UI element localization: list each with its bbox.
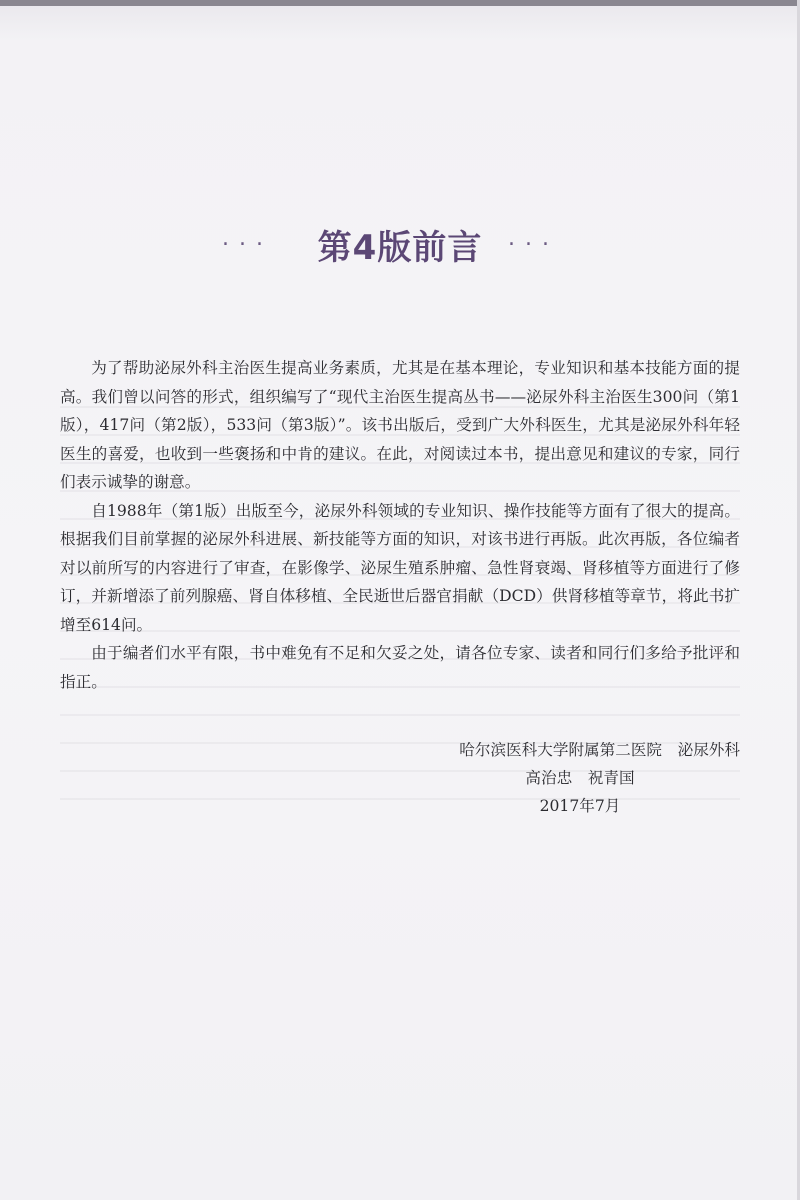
page-top-edge: [0, 0, 800, 6]
paragraph-3: 由于编者们水平有限，书中难免有不足和欠妥之处，请各位专家、读者和同行们多给予批评和指正。: [60, 644, 740, 691]
signature-date: 2017年7月: [539, 797, 621, 815]
paragraph-2: 自1988年（第1版）出版至今，泌尿外科领域的专业知识、操作技能等方面有了很大的提高。根据我们目前掌握的泌尿外科进展、新技能等方面的知识，对该书进行再版。此次再版，各位编者对以前所写的内容进行了审查，在影像学、泌尿生殖系肿瘤、急性肾衰竭、肾移植等方面进行了修订，并新增添了前列腺癌、肾自体移植、全民逝世后器官捐献（DCD）供肾移植等章节，将此书扩增至614问。: [60, 501, 740, 634]
page-title-row: [0, 214, 800, 274]
preface-body: [60, 354, 740, 696]
title-dots-right: ...: [508, 226, 559, 251]
page-title: 第4版前言: [317, 228, 483, 268]
paragraph-1: 为了帮助泌尿外科主治医生提高业务素质，尤其是在基本理论，专业知识和基本技能方面的提高。我们曾以问答的形式，组织编写了“现代主治医生提高丛书——泌尿外科主治医生300问（第1版），417问（第2版），533问（第3版）”。该书出版后，受到广大外科医生，尤其是泌尿外科年轻医生的喜爱，也收到一些褒扬和中肯的建议。在此，对阅读过本书，提出意见和建议的专家，同行们表示诚挚的谢意。: [60, 359, 740, 491]
signature-authors: 高治忠 祝青国: [525, 769, 635, 787]
signature-block: [380, 736, 740, 820]
signature-hospital: 哈尔滨医科大学附属第二医院 泌尿外科: [459, 741, 740, 759]
title-dots-left: ...: [222, 226, 273, 251]
